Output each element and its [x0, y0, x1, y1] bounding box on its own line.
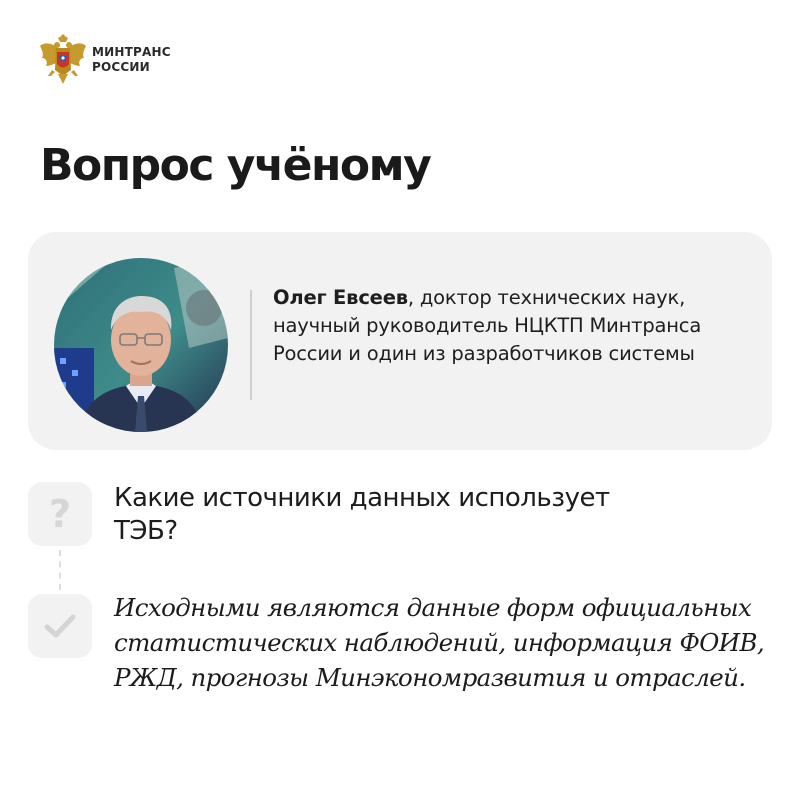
checkmark-icon	[43, 612, 77, 640]
page-title: Вопрос учёному	[40, 140, 431, 191]
card-divider	[250, 290, 252, 400]
double-headed-eagle-icon	[38, 34, 88, 86]
ministry-name-line2: РОССИИ	[92, 60, 150, 74]
dashed-connector	[59, 550, 61, 590]
expert-description	[273, 284, 743, 368]
expert-card	[28, 232, 772, 450]
expert-credentials: , доктор технических наук, научный руководитель НЦКТП Минтранса России и один из разработчиков системы	[273, 286, 702, 365]
ministry-name	[92, 45, 171, 75]
ministry-name-line1: МИНТРАНС	[92, 45, 171, 59]
expert-photo	[54, 258, 228, 432]
question-mark-icon: ?	[48, 492, 72, 536]
expert-name: Олег Евсеев	[273, 286, 408, 309]
ministry-logo	[38, 34, 171, 86]
answer-icon-box	[28, 594, 92, 658]
question-icon-box	[28, 482, 92, 546]
answer-text: Исходными являются данные форм официальных статистических наблюдений, информация ФОИВ, РЖД, прогнозы Минэкономразвития и отраслей.	[114, 593, 765, 692]
avatar	[54, 258, 228, 432]
question-text: Какие источники данных использует ТЭБ?	[114, 483, 610, 546]
